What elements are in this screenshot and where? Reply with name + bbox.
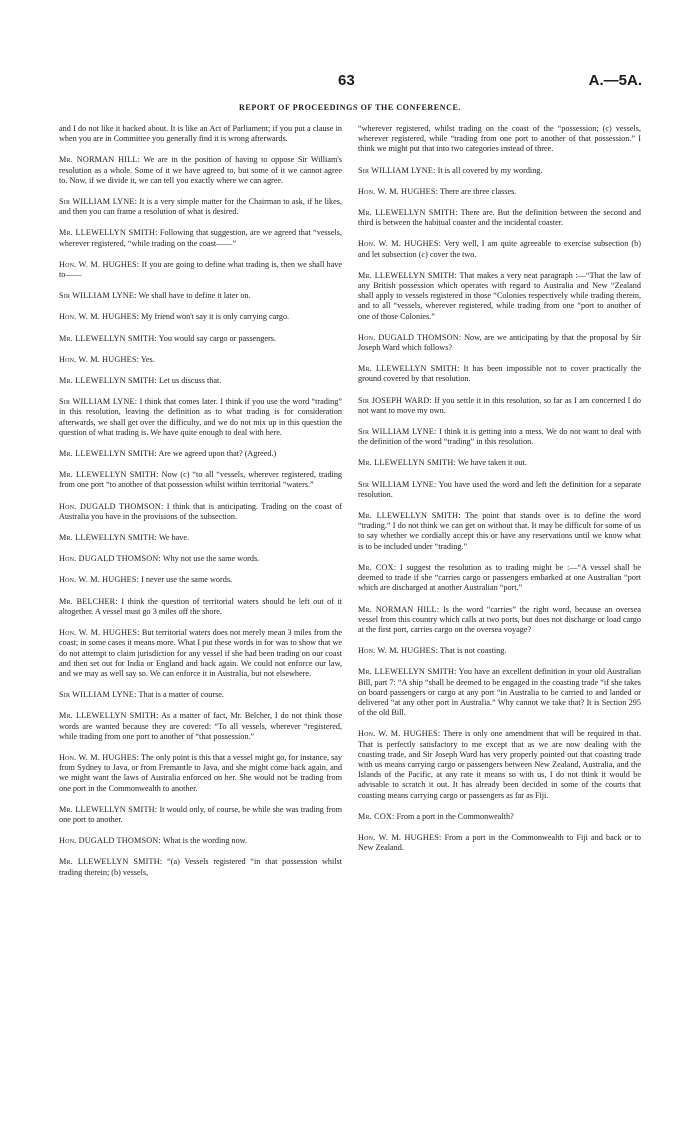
speaker-name: Hon. W. M. HUGHES: bbox=[59, 354, 140, 364]
speaker-name: Mr. LLEWELLYN SMITH: bbox=[358, 511, 461, 521]
speech-paragraph bbox=[59, 124, 342, 144]
speaker-name: Hon. W. M. HUGHES: bbox=[358, 832, 442, 842]
speech-paragraph bbox=[59, 690, 342, 700]
speech-text: From a port in the Commonwealth? bbox=[396, 811, 514, 821]
speech-text: I think that is anticipating. Trading on the coast of Australia you have in the provisions of the subsection. bbox=[59, 501, 342, 521]
speech-text: “(a) Vessels registered “in that possession whilst trading therein; (b) vessels, bbox=[59, 857, 342, 877]
speech-paragraph bbox=[358, 563, 641, 594]
speech-text: I think the question of territorial waters should be left out of it altogether. A vessel must go 3 miles off the shore. bbox=[59, 596, 342, 616]
speech-paragraph bbox=[59, 197, 342, 217]
speaker-name: Mr. LLEWELLYN SMITH: bbox=[59, 470, 159, 480]
speech-paragraph bbox=[59, 597, 342, 617]
speaker-name: Mr. LLEWELLYN SMITH: bbox=[59, 228, 158, 238]
speaker-name: Sir WILLIAM LYNE: bbox=[358, 165, 436, 175]
speech-text: The point that stands over is to define the word “trading.” I do not think we can get on without that. It may be difficult for some of us to say whether we cordially accept this or have any reservations until we know what is to be included under “trading.” bbox=[358, 511, 641, 551]
speech-text: If you settle it in this resolution, so far as I am concerned I do not want to move my own. bbox=[358, 395, 641, 415]
speaker-name: Hon. W. M. HUGHES: bbox=[59, 312, 140, 322]
speech-paragraph bbox=[358, 239, 641, 259]
speech-text: It is all covered by my wording. bbox=[437, 165, 543, 175]
speaker-name: Sir WILLIAM LYNE: bbox=[59, 291, 137, 301]
speech-paragraph bbox=[59, 628, 342, 679]
speaker-name: Hon. W. M. HUGHES: bbox=[358, 729, 441, 739]
speech-text: There are. But the definition between the second and third is between the habitual coaster and the incidental coaster. bbox=[358, 208, 641, 228]
speech-paragraph bbox=[59, 397, 342, 438]
speaker-name: Sir WILLIAM LYNE: bbox=[59, 690, 137, 700]
speech-text: That is a matter of course. bbox=[138, 690, 224, 700]
speech-paragraph bbox=[358, 396, 641, 416]
speech-paragraph bbox=[59, 376, 342, 386]
speech-paragraph bbox=[358, 187, 641, 197]
speech-text: I never use the same words. bbox=[141, 575, 233, 585]
speech-paragraph bbox=[59, 575, 342, 585]
speech-text: You have used the word and left the definition for a separate resolution. bbox=[358, 479, 642, 499]
speech-paragraph bbox=[59, 502, 342, 522]
document-reference: A.—5A. bbox=[588, 72, 642, 89]
speech-text: Very well, I am quite agreeable to exercise subsection (b) and let subsection (c) cover the two. bbox=[358, 239, 641, 259]
speech-paragraph bbox=[358, 208, 641, 228]
speaker-name: Hon. DUGALD THOMSON: bbox=[59, 554, 161, 564]
speaker-name: Sir WILLIAM LYNE: bbox=[358, 479, 437, 489]
speaker-name: Sir WILLIAM LYNE: bbox=[59, 197, 138, 207]
speech-text: I think it is getting into a mess. We do not want to deal with the definition of the word “trading” in this resolution. bbox=[358, 427, 641, 447]
speech-paragraph bbox=[59, 711, 342, 742]
speech-paragraph bbox=[59, 228, 342, 248]
speaker-name: Hon. W. M. HUGHES: bbox=[358, 239, 442, 249]
speech-text: It has been impossible not to cover practically the ground covered by that resolution. bbox=[358, 364, 641, 384]
speech-text: That is not coasting. bbox=[439, 646, 507, 656]
speech-paragraph bbox=[59, 334, 342, 344]
speech-text: Is the word “carries” the right word, because an oversea vessel from this country which calls at two ports, but does not discharge or load cargo at the first port, carries cargo on the oversea voyage? bbox=[358, 604, 642, 634]
speech-text: We are in the position of having to oppose Sir William's resolution as a whole. Some of it we have agreed to, but some of it we cannot agree to. Now, if we divide it, we can tell you exactly where we can agree. bbox=[59, 155, 342, 185]
speech-paragraph bbox=[358, 812, 641, 822]
speech-text: Following that suggestion, are we agreed that “vessels, wherever registered, “while trading on the coast——” bbox=[59, 228, 342, 248]
speech-text: What is the wording now. bbox=[162, 836, 248, 846]
left-column bbox=[59, 124, 342, 889]
speech-text: Now, are we anticipating by that the proposal by Sir Joseph Ward which follows? bbox=[358, 332, 641, 353]
speech-text: We have taken it out. bbox=[457, 458, 527, 468]
speech-paragraph bbox=[358, 605, 641, 636]
speech-paragraph bbox=[358, 166, 641, 176]
speech-text: We have. bbox=[158, 533, 190, 543]
speaker-name: Hon. W. M. HUGHES: bbox=[59, 628, 140, 638]
speech-paragraph bbox=[59, 753, 342, 794]
speaker-name: Hon. W. M. HUGHES: bbox=[358, 646, 439, 656]
speech-text: You have an excellent definition in your old Australian Bill, part 7: “A ship “shall be deemed to be engaged in the coasting trade “if she takes on board passengers or cargo at any port “in Australia to be carried to and landed or delivered “at any other port in Australia.” Why cannot we take that? It is Section 295 of the old Bill. bbox=[358, 667, 641, 718]
speech-paragraph bbox=[358, 364, 641, 384]
speech-paragraph bbox=[59, 470, 342, 490]
speech-paragraph bbox=[59, 291, 342, 301]
speech-paragraph bbox=[358, 511, 641, 552]
running-head: REPORT OF PROCEEDINGS OF THE CONFERENCE. bbox=[239, 103, 461, 112]
speech-paragraph bbox=[59, 857, 342, 877]
speech-text: We shall have to define it later on. bbox=[138, 291, 251, 301]
speech-paragraph bbox=[358, 667, 641, 718]
right-column bbox=[358, 124, 641, 864]
speaker-name: Mr. BELCHER: bbox=[59, 596, 118, 606]
speech-paragraph bbox=[59, 312, 342, 322]
speaker-name: Hon. W. M. HUGHES: bbox=[358, 186, 439, 196]
speech-text: Let us discuss that. bbox=[158, 376, 222, 386]
speech-text: Are we agreed upon that? (Agreed.) bbox=[158, 449, 277, 459]
speech-text: The only point is this that a vessel might go, for instance, say from Sydney to Java, or from Fremantle to Java, and she might come back again, and we might want the laws of Australia enforced on her. She would not be trading from one port in the Commonwealth to another. bbox=[59, 752, 342, 793]
speech-paragraph bbox=[358, 646, 641, 656]
speaker-name: Mr. LLEWELLYN SMITH: bbox=[59, 533, 157, 543]
speaker-name: Mr. LLEWELLYN SMITH: bbox=[59, 449, 157, 459]
speaker-name: Sir WILLIAM LYNE: bbox=[358, 427, 437, 437]
speaker-name: Mr. LLEWELLYN SMITH: bbox=[358, 458, 456, 468]
speech-text: As a matter of fact, Mr. Belcher, I do not think those words are wanted because they are covered: “To all vessels, wherever “registered, while trading from one port to another of “that possession.” bbox=[59, 711, 342, 741]
speech-paragraph bbox=[59, 355, 342, 365]
speech-text: That makes a very neat paragraph :—“That the law of any British possession which operates with regard to Australia and New “Zealand shall apply to vessels registered in those “Colonies respectively while trading therein, and to all “vessels, wherever registered, while trading from one “port to another of one of those Colonies.” bbox=[358, 270, 641, 321]
speech-text: and I do not like it backed about. It is like an Act of Parliament; if you put a clause in when you are in Committee you generally find it is wrong afterwards. bbox=[59, 124, 342, 144]
speaker-name: Mr. NORMAN HILL: bbox=[358, 604, 440, 614]
speaker-name: Mr. LLEWELLYN SMITH: bbox=[358, 208, 458, 218]
speaker-name: Sir WILLIAM LYNE: bbox=[59, 397, 138, 407]
speech-paragraph bbox=[59, 554, 342, 564]
speaker-name: Hon. W. M. HUGHES: bbox=[59, 575, 140, 585]
speech-text: There is only one amendment that will be required in that. That is perfectly satisfactory to me except that as we are now dealing with the coasting trade, and Sir Joseph Ward has very properly pointed out that coasting trade with us means carrying cargo or passengers between New Zealand, Australia, and the Islands of the Pacific, at any rate it means so with us, I do not think it would be advisable to scratch it out. It has already been decided in some of the courts that coasting means carrying cargo or passengers as far as Fiji. bbox=[358, 729, 641, 800]
speech-paragraph bbox=[59, 260, 342, 280]
speech-paragraph bbox=[358, 729, 641, 800]
speech-paragraph bbox=[358, 458, 641, 468]
speech-text: My friend won't say it is only carrying cargo. bbox=[141, 312, 290, 322]
speaker-name: Hon. W. M. HUGHES: bbox=[59, 752, 140, 762]
speech-paragraph bbox=[358, 271, 641, 322]
speech-paragraph bbox=[358, 833, 641, 853]
speaker-name: Mr. LLEWELLYN SMITH: bbox=[358, 270, 457, 280]
speaker-name: Mr. COX: bbox=[358, 811, 395, 821]
speech-paragraph bbox=[358, 480, 641, 500]
speaker-name: Mr. LLEWELLYN SMITH: bbox=[59, 711, 159, 721]
speaker-name: Mr. LLEWELLYN SMITH: bbox=[59, 857, 163, 867]
speaker-name: Mr. LLEWELLYN SMITH: bbox=[59, 333, 157, 343]
speaker-name: Mr. LLEWELLYN SMITH: bbox=[59, 376, 157, 386]
speech-paragraph bbox=[59, 155, 342, 186]
speech-paragraph bbox=[59, 805, 342, 825]
speech-text: Yes. bbox=[140, 354, 155, 364]
speech-text: “wherever registered, whilst trading on the coast of the “possession; (c) vessels, wherever registered, while “trading from one port to another of that possession.” I think we might put that into two categories instead of three. bbox=[358, 124, 641, 154]
speech-paragraph bbox=[358, 124, 641, 155]
speaker-name: Mr. LLEWELLYN SMITH: bbox=[358, 364, 460, 374]
speaker-name: Hon. W. M. HUGHES: bbox=[59, 259, 140, 269]
speaker-name: Mr. COX: bbox=[358, 562, 397, 572]
speech-text: If you are going to define what trading is, then we shall have to—— bbox=[59, 259, 342, 280]
speaker-name: Hon. DUGALD THOMSON: bbox=[59, 501, 164, 511]
speaker-name: Hon. DUGALD THOMSON: bbox=[59, 836, 161, 846]
speech-text: You would say cargo or passengers. bbox=[158, 333, 276, 343]
speech-text: It would only, of course, be while she was trading from one port to another. bbox=[59, 804, 343, 824]
speech-text: I suggest the resolution as to trading might be :—“A vessel shall be deemed to trade if she “carries cargo or passengers embarked at one Australian “port which are discharged at another Australian “port.” bbox=[358, 562, 641, 593]
speaker-name: Sir JOSEPH WARD: bbox=[358, 395, 432, 405]
speech-text: Now (c) “to all “vessels, wherever registered, trading from one port “to another of that possession whilst within territorial “waters.” bbox=[59, 470, 343, 490]
speech-text: But territorial waters does not merely mean 3 miles from the coast; in some cases it means more. What I put these words in for was to show that we do not attempt to claim jurisdiction for any vessel if she had been trading on our coast and then set out for India or England and back again. We could not enforce our law, and we may as well say so. We can enforce it in Australia, but not elsewhere. bbox=[59, 628, 342, 678]
speaker-name: Hon. DUGALD THOMSON: bbox=[358, 332, 462, 342]
speech-paragraph bbox=[358, 427, 641, 447]
speech-paragraph bbox=[59, 533, 342, 543]
speaker-name: Mr. LLEWELLYN SMITH: bbox=[59, 804, 158, 814]
speech-paragraph bbox=[59, 449, 342, 459]
speech-paragraph bbox=[59, 836, 342, 846]
speech-text: From a port in the Commonwealth to Fiji and back or to New Zealand. bbox=[358, 832, 642, 853]
speech-text: I think that comes later. I think if you use the word “trading” in this resolution, leaving the definition as to what trading is for consideration afterwards, we shall get over the difficulty, and we do not mix up in this question the question of what trading is. We have quite enough to deal with here. bbox=[59, 397, 343, 437]
speech-text: There are three classes. bbox=[439, 186, 517, 196]
speech-text: It is a very simple matter for the Chairman to ask, if he likes, and then you can frame a resolution of what is desired. bbox=[59, 197, 342, 217]
speaker-name: Mr. LLEWELLYN SMITH: bbox=[358, 667, 457, 677]
speech-text: Why not use the same words. bbox=[162, 554, 260, 564]
speech-paragraph bbox=[358, 333, 641, 353]
speaker-name: Mr. NORMAN HILL: bbox=[59, 155, 141, 165]
page-number: 63 bbox=[338, 72, 355, 89]
